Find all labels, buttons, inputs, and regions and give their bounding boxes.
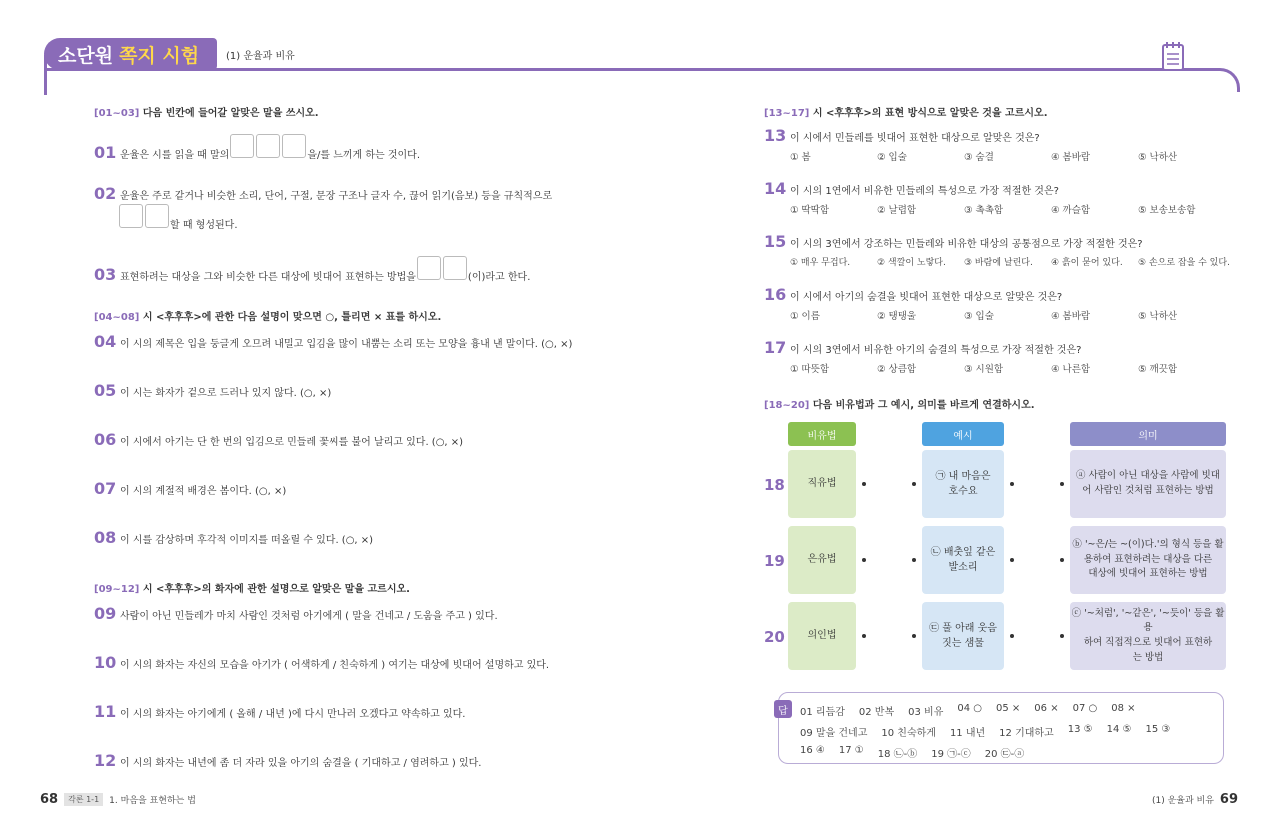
question-number: 03 xyxy=(94,265,117,284)
question-09 xyxy=(94,604,498,623)
answer-item: 02 반복 xyxy=(858,707,895,718)
question-text: 이 시에서 아기의 숨결을 빗대어 표현한 대상으로 알맞은 것은? xyxy=(790,292,1063,303)
question-number: 11 xyxy=(94,702,117,721)
answer-row-1 xyxy=(800,703,1150,718)
option[interactable]: ③ 숨결 xyxy=(964,152,994,163)
connect-dot[interactable] xyxy=(862,634,866,638)
page-number-left: 68 xyxy=(40,792,59,807)
column-head-meaning: 의미 xyxy=(1070,422,1226,446)
answer-blank[interactable] xyxy=(443,256,467,280)
question-12 xyxy=(94,751,482,770)
option[interactable]: ③ 입술 xyxy=(964,311,994,322)
notepad-icon xyxy=(1160,40,1186,72)
option[interactable]: ⑤ 깨끗함 xyxy=(1138,364,1178,375)
option[interactable]: ④ 나른함 xyxy=(1051,364,1091,375)
connect-dot[interactable] xyxy=(912,558,916,562)
answer-item: 14 ⑤ xyxy=(1106,724,1132,735)
connect-dot[interactable] xyxy=(1010,634,1014,638)
section-range: [01~03] xyxy=(94,108,140,119)
meaning-line: ⓐ 사람이 아닌 대상을 사람에 빗대 xyxy=(1076,470,1220,482)
section-range: [18~20] xyxy=(764,400,810,411)
option[interactable]: ③ 촉촉함 xyxy=(964,205,1004,216)
answer-blank[interactable] xyxy=(145,204,169,228)
section-title-badge xyxy=(44,38,217,70)
answer-item: 19 ㉠-ⓒ xyxy=(931,749,971,760)
question-number: 07 xyxy=(94,479,117,498)
option[interactable]: ② 상큼함 xyxy=(877,364,917,375)
question-number: 01 xyxy=(94,143,117,162)
question-number: 09 xyxy=(94,604,117,623)
question-04 xyxy=(94,332,572,351)
answer-item: 13 ⑤ xyxy=(1067,724,1093,735)
section-instruction: 시 <후후후>의 표현 방식으로 알맞은 것을 고르시오. xyxy=(812,108,1048,119)
answer-item: 20 ㉢-ⓐ xyxy=(984,749,1025,760)
options-14 xyxy=(790,202,1225,216)
example-line: 짓는 샘물 xyxy=(942,638,984,649)
section-title-main: 소단원 xyxy=(58,44,114,67)
meaning-line: 용하여 표현하려는 대상을 다른 xyxy=(1083,553,1213,565)
connect-dot[interactable] xyxy=(1010,558,1014,562)
section-heading-04-08 xyxy=(94,308,441,323)
question-text: 이 시에서 아기는 단 한 번의 입김으로 민들레 꽃씨를 불어 날리고 있다. (○, ×) xyxy=(120,437,464,448)
example-line: 발소리 xyxy=(948,562,978,573)
section-heading-13-17 xyxy=(764,104,1048,119)
question-text: 이 시의 제목은 입을 둥글게 오므려 내밀고 입김을 많이 내뿜는 소리 또는 모양을 흉내 낸 말이다. (○, ×) xyxy=(120,339,573,350)
answer-row-2 xyxy=(800,724,1184,739)
meaning-cell[interactable] xyxy=(1070,450,1226,518)
meaning-line: ⓒ '~처럼', '~같은', '~듯이' 등을 활용 xyxy=(1071,607,1225,634)
answer-blank[interactable] xyxy=(282,134,306,158)
question-number: 13 xyxy=(764,126,787,145)
answer-item: 12 기대하고 xyxy=(999,728,1054,739)
question-07 xyxy=(94,479,286,498)
section-instruction: 시 <후후후>의 화자에 관한 설명으로 알맞은 말을 고르시오. xyxy=(142,584,410,595)
connect-dot[interactable] xyxy=(912,482,916,486)
answer-item: 06 × xyxy=(1034,703,1059,714)
answer-item: 15 ③ xyxy=(1145,724,1171,735)
section-range: [13~17] xyxy=(764,108,810,119)
question-text-tail: 을/를 느끼게 하는 것이다. xyxy=(307,150,421,161)
options-13 xyxy=(790,149,1225,163)
example-line: ㉢ 풀 아래 웃음 xyxy=(929,622,997,634)
question-number: 17 xyxy=(764,338,787,357)
method-cell[interactable]: 은유법 xyxy=(788,526,856,594)
question-text: 사람이 아닌 민들레가 마치 사람인 것처럼 아기에게 ( 말을 건네고 / 도움을 주고 ) 있다. xyxy=(120,611,498,622)
question-08 xyxy=(94,528,373,547)
meaning-line: 는 방법 xyxy=(1132,651,1164,663)
header-rule xyxy=(44,68,1192,71)
option[interactable]: ③ 바람에 날린다. xyxy=(964,258,1033,268)
footer-left xyxy=(40,792,196,807)
example-cell[interactable] xyxy=(922,602,1004,670)
connect-dot[interactable] xyxy=(912,634,916,638)
connect-dot[interactable] xyxy=(1060,558,1064,562)
question-number: 04 xyxy=(94,332,117,351)
options-15 xyxy=(790,255,1228,268)
options-16 xyxy=(790,308,1225,322)
answer-item: 18 ㉡-ⓑ xyxy=(877,749,918,760)
option[interactable]: ① 매우 무겁다. xyxy=(790,258,851,268)
question-03 xyxy=(94,256,530,284)
option[interactable]: ② 입술 xyxy=(877,152,907,163)
answer-item: 05 × xyxy=(996,703,1021,714)
option[interactable]: ② 탱탱울 xyxy=(877,311,917,322)
question-number: 14 xyxy=(764,179,787,198)
answer-item: 10 친숙하게 xyxy=(881,728,936,739)
option[interactable]: ① 따뜻함 xyxy=(790,364,830,375)
option[interactable]: ④ 흙이 묻어 있다. xyxy=(1051,258,1123,268)
section-label: (1) 운율과 비유 xyxy=(1151,796,1214,806)
answer-item: 11 내년 xyxy=(949,728,986,739)
example-line: ㉡ 배춧잎 같은 xyxy=(930,546,996,558)
question-15 xyxy=(764,232,1143,251)
connect-dot[interactable] xyxy=(1060,482,1064,486)
question-text: 이 시의 화자는 아기에게 ( 올해 / 내년 )에 다시 만나러 오겠다고 약속하고 있다. xyxy=(120,709,466,720)
option[interactable]: ④ 까슬함 xyxy=(1051,205,1091,216)
section-heading-09-12 xyxy=(94,580,410,595)
unit-tag: 각론 1-1 xyxy=(64,793,103,806)
chapter-title: 1. 마음을 표현하는 법 xyxy=(109,796,196,806)
option[interactable]: ① 이름 xyxy=(790,311,820,322)
question-number: 12 xyxy=(94,751,117,770)
answer-row-3 xyxy=(800,745,1038,760)
question-text-tail: (이)라고 한다. xyxy=(467,272,531,283)
question-text: 운율은 시를 읽을 때 말의 xyxy=(120,150,230,161)
option[interactable]: ⑤ 낙하산 xyxy=(1138,311,1178,322)
method-cell[interactable]: 의인법 xyxy=(788,602,856,670)
options-17 xyxy=(790,361,1225,375)
question-16 xyxy=(764,285,1062,304)
question-number: 15 xyxy=(764,232,787,251)
question-text: 이 시의 화자는 자신의 모습을 아기가 ( 어색하게 / 친숙하게 ) 여기는 대상에 빗대어 설명하고 있다. xyxy=(120,660,550,671)
connect-dot[interactable] xyxy=(862,482,866,486)
answer-item: 17 ① xyxy=(838,745,864,756)
column-head-example: 예시 xyxy=(922,422,1004,446)
question-13 xyxy=(764,126,1040,145)
question-02-line2 xyxy=(118,204,238,231)
option[interactable]: ② 날렵함 xyxy=(877,205,917,216)
example-cell[interactable] xyxy=(922,526,1004,594)
option[interactable]: ⑤ 보송보송함 xyxy=(1138,205,1196,216)
question-number: 02 xyxy=(94,184,117,203)
section-title-highlight: 쪽지 시험 xyxy=(119,44,200,67)
option[interactable]: ⑤ 손으로 잡을 수 있다. xyxy=(1138,258,1230,268)
example-cell[interactable] xyxy=(922,450,1004,518)
meaning-line: 하여 직접적으로 빗대어 표현하 xyxy=(1083,637,1213,648)
section-subtitle: (1) 운율과 비유 xyxy=(226,51,295,62)
question-text: 이 시는 화자가 겉으로 드러나 있지 않다. (○, ×) xyxy=(120,388,332,399)
answer-item: 09 말을 건네고 xyxy=(800,728,868,739)
question-text: 이 시에서 민들레를 빗대어 표현한 대상으로 알맞은 것은? xyxy=(790,133,1040,144)
question-text: 이 시의 3연에서 비유한 아기의 숨결의 특성으로 가장 적절한 것은? xyxy=(790,345,1082,356)
method-cell[interactable]: 직유법 xyxy=(788,450,856,518)
question-number: 10 xyxy=(94,653,117,672)
example-line: 호수요 xyxy=(948,486,978,497)
section-range: [09~12] xyxy=(94,584,140,595)
answer-tag: 답 xyxy=(774,700,792,718)
question-text: 표현하려는 대상을 그와 비슷한 다른 대상에 빗대어 표현하는 방법을 xyxy=(120,272,416,283)
footer-right xyxy=(1152,792,1238,807)
row-number: 19 xyxy=(764,552,785,570)
answer-blank[interactable] xyxy=(230,134,254,158)
question-text: 이 시의 계절적 배경은 봄이다. (○, ×) xyxy=(120,486,287,497)
question-text: 이 시의 화자는 내년에 좀 더 자라 있을 아기의 숨결을 ( 기대하고 / 염려하고 ) 있다. xyxy=(120,758,482,769)
answer-item: 07 ○ xyxy=(1072,703,1098,714)
question-11 xyxy=(94,702,465,721)
section-range: [04~08] xyxy=(94,312,140,323)
option[interactable]: ② 색깔이 노랗다. xyxy=(877,258,946,268)
section-instruction: 다음 비유법과 그 예시, 의미를 바르게 연결하시오. xyxy=(812,400,1035,411)
connect-dot[interactable] xyxy=(1060,634,1064,638)
answer-item: 08 × xyxy=(1111,703,1136,714)
question-06 xyxy=(94,430,463,449)
option[interactable]: ④ 봄바람 xyxy=(1051,152,1091,163)
question-number: 05 xyxy=(94,381,117,400)
section-heading-01-03 xyxy=(94,104,319,119)
section-heading-18-20 xyxy=(764,396,1035,411)
option[interactable]: ① 딱딱함 xyxy=(790,205,830,216)
row-number: 18 xyxy=(764,476,785,494)
answer-item: 01 리듬감 xyxy=(800,707,845,718)
connect-dot[interactable] xyxy=(862,558,866,562)
question-text-tail: 할 때 형성된다. xyxy=(170,220,238,231)
question-text: 운율은 주로 같거나 비슷한 소리, 단어, 구절, 문장 구조나 글자 수, 끊어 읽기(음보) 등을 규칙적으로 xyxy=(120,191,553,202)
question-17 xyxy=(764,338,1081,357)
answer-blank[interactable] xyxy=(256,134,280,158)
connect-dot[interactable] xyxy=(1010,482,1014,486)
question-02 xyxy=(94,184,552,203)
question-14 xyxy=(764,179,1059,198)
answer-item: 16 ④ xyxy=(800,745,825,756)
question-05 xyxy=(94,381,331,400)
question-number: 16 xyxy=(764,285,787,304)
option[interactable]: ⑤ 낙하산 xyxy=(1138,152,1178,163)
page-number-right: 69 xyxy=(1219,792,1238,807)
meaning-line: 대상에 빗대어 표현하는 방법 xyxy=(1088,568,1208,580)
answer-blank[interactable] xyxy=(119,204,143,228)
header-rule-curve xyxy=(1190,68,1240,92)
meaning-cell[interactable] xyxy=(1070,602,1226,670)
option[interactable]: ④ 봄바람 xyxy=(1051,311,1091,322)
meaning-line: ⓑ '~은/는 ~(이)다.'의 형식 등을 활 xyxy=(1072,538,1224,550)
example-line: ㉠ 내 마음은 xyxy=(935,470,991,482)
question-text: 이 시의 1연에서 비유한 민들레의 특성으로 가장 적절한 것은? xyxy=(790,186,1059,197)
question-text: 이 시의 3연에서 강조하는 민들레와 비유한 대상의 공통점으로 가장 적절한 것은? xyxy=(790,239,1143,250)
question-number: 06 xyxy=(94,430,117,449)
answer-item: 03 비유 xyxy=(908,707,944,718)
question-text: 이 시를 감상하며 후각적 이미지를 떠올릴 수 있다. (○, ×) xyxy=(120,535,374,546)
answer-item: 04 ○ xyxy=(957,703,982,714)
question-10 xyxy=(94,653,549,672)
column-head-method: 비유법 xyxy=(788,422,856,446)
option[interactable]: ① 봄 xyxy=(790,152,811,163)
section-instruction: 다음 빈칸에 들어갈 알맞은 말을 쓰시오. xyxy=(142,108,319,119)
meaning-cell[interactable] xyxy=(1070,526,1226,594)
section-instruction: 시 <후후후>에 관한 다음 설명이 맞으면 ○, 틀리면 × 표를 하시오. xyxy=(142,312,442,323)
answer-blank[interactable] xyxy=(417,256,441,280)
meaning-line: 어 사람인 것처럼 표현하는 방법 xyxy=(1082,485,1214,496)
option[interactable]: ③ 시원함 xyxy=(964,364,1004,375)
question-number: 08 xyxy=(94,528,117,547)
question-01 xyxy=(94,134,420,162)
row-number: 20 xyxy=(764,628,785,646)
